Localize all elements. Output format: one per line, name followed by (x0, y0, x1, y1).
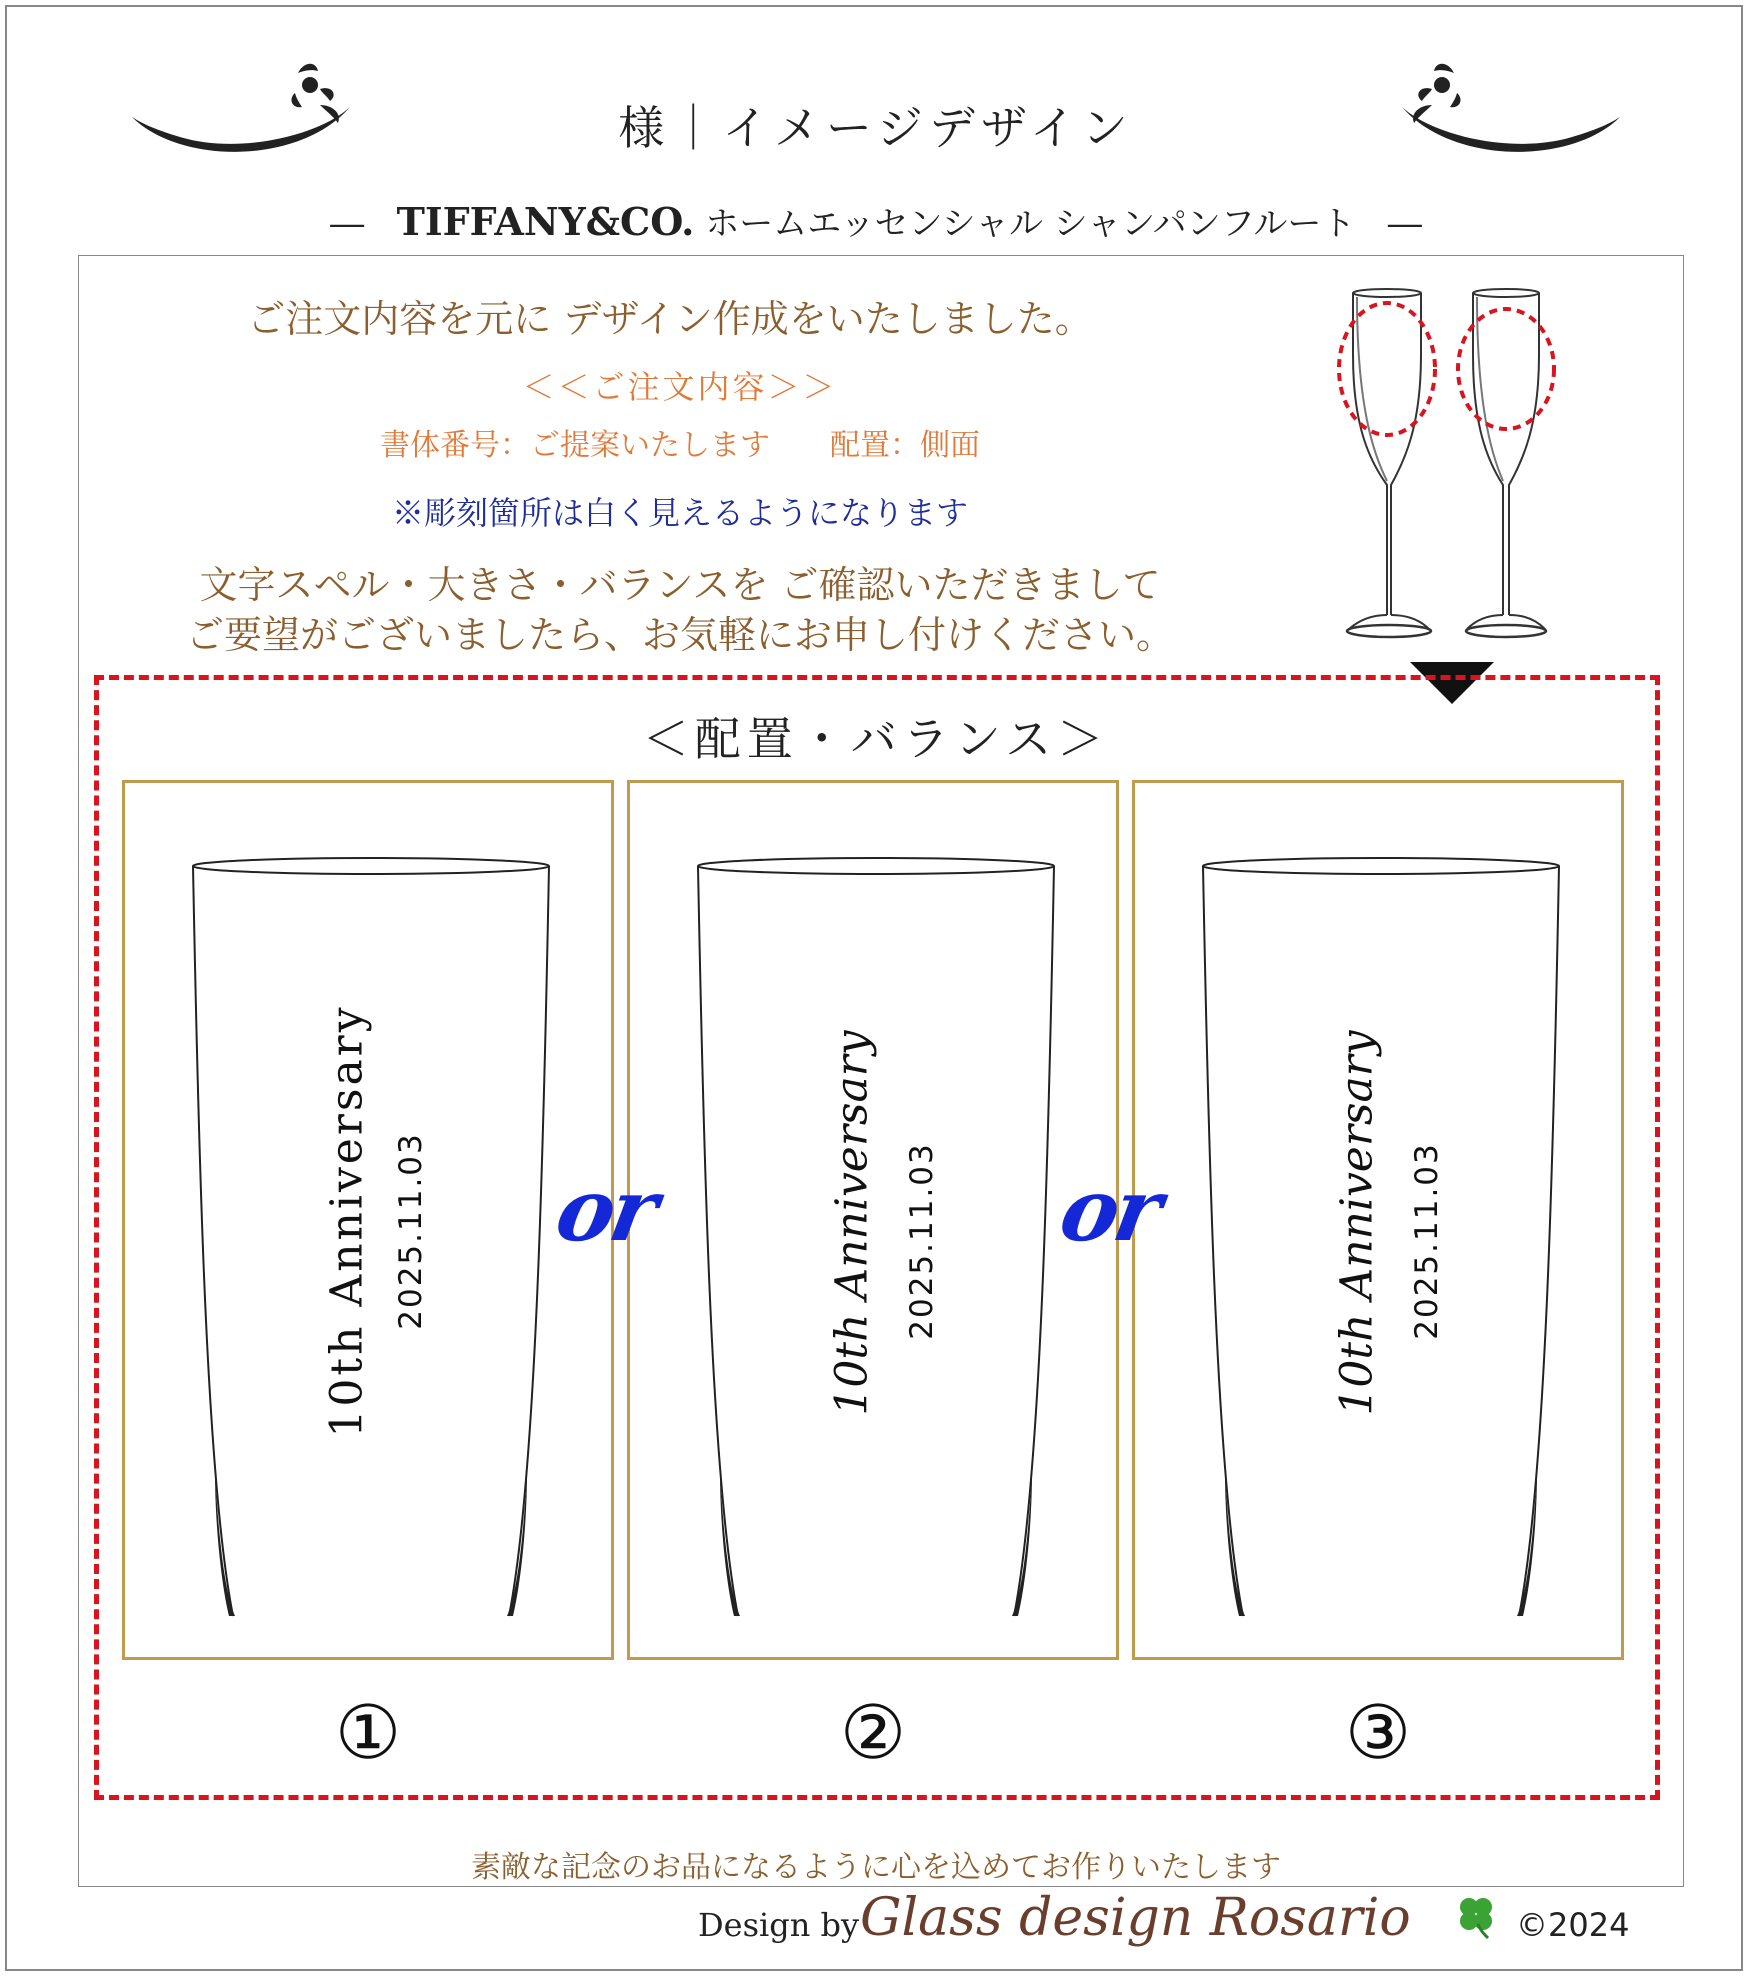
product-subtitle (0, 196, 1752, 245)
engraving-note: ※彫刻箇所は白く見えるようになります (391, 494, 968, 532)
subtitle-dash-left: ― (330, 204, 365, 244)
option-1-main-text: 10th Anniversary (321, 1004, 373, 1438)
or-separator-2: or (1053, 1160, 1166, 1261)
clover-icon (1452, 1892, 1500, 1940)
brand-logo-text: Glass design Rosario (860, 1888, 1411, 1948)
subtitle-dash-right: ― (1387, 204, 1422, 244)
product-name: ホームエッセンシャル シャンパンフルート (705, 204, 1356, 244)
brand-name: TIFFANY&CO. (396, 199, 695, 244)
option-2-number: ② (839, 1690, 907, 1776)
option-2-main-text: 10th Anniversary (826, 1030, 878, 1416)
layout-option-3-panel[interactable] (1132, 780, 1624, 1660)
layout-option-2-panel[interactable] (627, 780, 1119, 1660)
option-3-date: 2025.11.03 (1409, 1142, 1445, 1340)
layout-option-1-panel[interactable] (122, 780, 614, 1660)
intro-line: ご注文内容を元に デザイン作成をいたしました。 (247, 297, 1093, 341)
request-line-1: 文字スペル・大きさ・バランスを ご確認いただきまして (199, 563, 1161, 607)
order-heading: ＜＜ご注文内容＞＞ (522, 368, 838, 406)
design-by-label: Design by (698, 1906, 860, 1944)
closing-message: 素敵な記念のお品になるように心を込めてお作りいたします (471, 1850, 1281, 1885)
copyright: ©2024 (1516, 1906, 1630, 1944)
page-title: 様｜イメージデザイン (618, 101, 1134, 155)
or-separator-1: or (549, 1160, 662, 1261)
option-2-date: 2025.11.03 (904, 1142, 940, 1340)
option-3-number: ③ (1344, 1690, 1412, 1776)
order-details: 書体番号：ご提案いたします 配置：側面 (380, 428, 980, 463)
champagne-flutes-illustration (1325, 285, 1570, 645)
request-line-2: ご要望がございましたら、お気軽にお申し付けください。 (185, 613, 1174, 657)
option-1-date: 2025.11.03 (393, 1132, 429, 1330)
request-text (110, 560, 1250, 660)
option-1-number: ① (334, 1690, 402, 1776)
layout-heading: ＜配置・バランス＞ (642, 712, 1110, 766)
option-3-main-text: 10th Anniversary (1331, 1030, 1383, 1416)
